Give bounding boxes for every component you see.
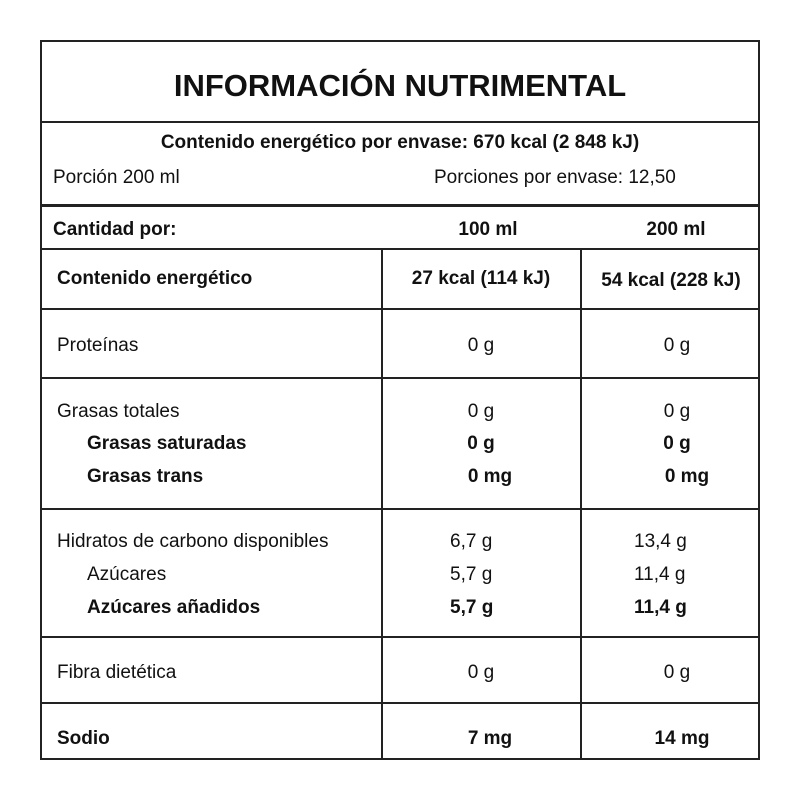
row-added-sugars-200ml: 11,4 g [634, 597, 687, 618]
row-fat-total-100ml: 0 g [467, 401, 495, 422]
row-fat-saturated-200ml: 0 g [663, 433, 691, 454]
row-sodium-100ml: 7 mg [467, 728, 513, 749]
row-sugars-100ml: 5,7 g [450, 564, 493, 585]
row-fat-trans-label: Grasas trans [87, 466, 204, 487]
divider-fiber [42, 702, 758, 704]
divider-fats [42, 508, 758, 510]
row-fat-trans-100ml: 0 mg [467, 466, 513, 487]
row-sodium-label: Sodio [57, 728, 110, 749]
divider-header [42, 248, 758, 250]
row-carbs-200ml: 13,4 g [634, 531, 687, 552]
row-sugars-200ml: 11,4 g [634, 564, 686, 585]
panel-title: INFORMACIÓN NUTRIMENTAL [173, 68, 627, 103]
divider-serving [42, 204, 758, 207]
row-protein-100ml: 0 g [467, 335, 495, 356]
header-label: Cantidad por: [53, 219, 177, 240]
row-energy-200ml: 54 kcal (228 kJ) [601, 270, 741, 291]
header-col-100ml: 100 ml [458, 219, 518, 240]
portions-per-package: Porciones por envase: 12,50 [434, 167, 676, 188]
divider-title [42, 121, 758, 123]
portion-size: Porción 200 ml [53, 167, 180, 188]
row-sugars-label: Azúcares [87, 564, 167, 585]
divider-energy [42, 308, 758, 310]
row-carbs-label: Hidratos de carbono disponibles [57, 531, 329, 552]
energy-per-package: Contenido energético por envase: 670 kcal (2 848 kJ) [160, 132, 640, 153]
row-protein-200ml: 0 g [663, 335, 691, 356]
row-fiber-200ml: 0 g [663, 662, 691, 683]
row-fat-trans-200ml: 0 mg [664, 466, 710, 487]
row-fiber-label: Fibra dietética [57, 662, 177, 683]
row-carbs-100ml: 6,7 g [450, 531, 493, 552]
row-energy-label: Contenido energético [57, 268, 253, 289]
row-protein-label: Proteínas [57, 335, 139, 356]
nutrition-facts-panel [40, 40, 760, 760]
row-fat-total-200ml: 0 g [663, 401, 691, 422]
header-col-200ml: 200 ml [646, 219, 706, 240]
row-fat-saturated-label: Grasas saturadas [87, 433, 247, 454]
row-added-sugars-label: Azúcares añadidos [87, 597, 261, 618]
row-fat-saturated-100ml: 0 g [467, 433, 495, 454]
divider-protein [42, 377, 758, 379]
row-energy-100ml: 27 kcal (114 kJ) [411, 268, 551, 289]
row-fat-total-label: Grasas totales [57, 401, 180, 422]
row-fiber-100ml: 0 g [467, 662, 495, 683]
row-added-sugars-100ml: 5,7 g [450, 597, 494, 618]
divider-carbs [42, 636, 758, 638]
row-sodium-200ml: 14 mg [654, 728, 710, 749]
